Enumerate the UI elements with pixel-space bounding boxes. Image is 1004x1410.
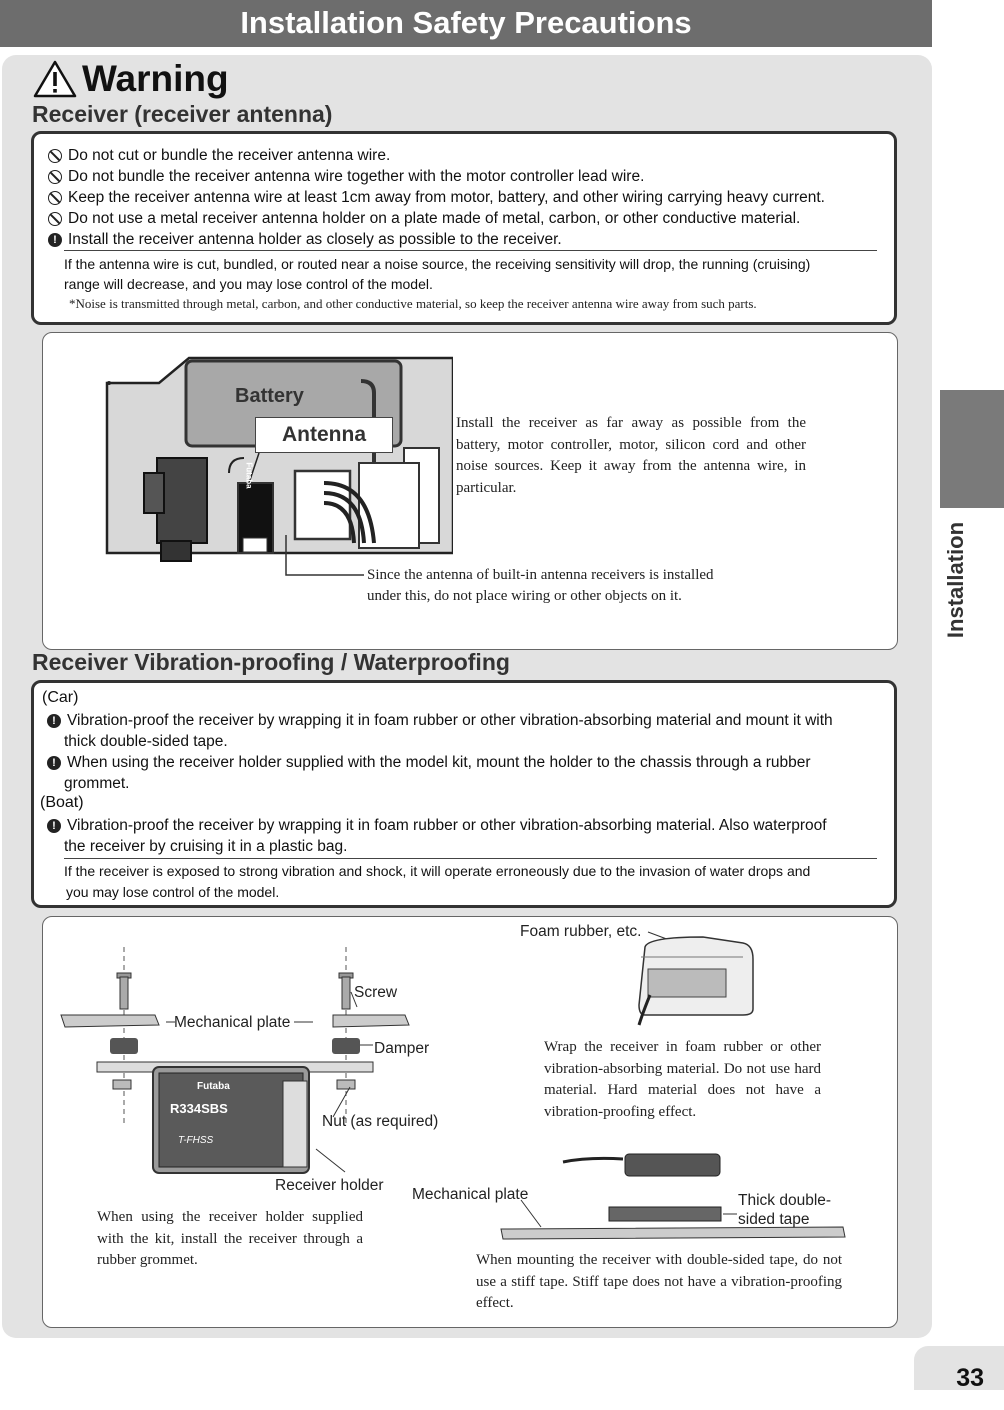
antenna-note-2: range will decrease, and you may lose control of the model. (64, 276, 433, 292)
warning-triangle-icon (32, 59, 78, 99)
vibration-note-1: If the receiver is exposed to strong vibration and shock, it will operate erroneously due to the invasion of water drops and (64, 863, 811, 879)
item-text: Install the receiver antenna holder as closely as possible to the receiver. (68, 230, 562, 248)
item-text: the receiver by cruising it in a plastic bag. (64, 837, 348, 855)
item-text: Do not use a metal receiver antenna holder on a plate made of metal, carbon, or other conductive material. (68, 209, 801, 227)
receiver-model-text: R334SBS (170, 1101, 228, 1116)
antenna-warning-list (48, 145, 825, 250)
mandatory-icon: ! (47, 756, 61, 770)
list-item (48, 187, 825, 208)
list-item-continued (64, 731, 228, 752)
item-text: grommet. (64, 774, 130, 792)
list-item (47, 815, 827, 836)
list-item (48, 166, 825, 187)
antenna-caption-bottom-1: Since the antenna of built-in antenna receivers is installed (367, 567, 714, 583)
side-tab-label: Installation (943, 521, 968, 639)
item-text: Keep the receiver antenna wire at least 1cm away from motor, battery, and other wiring carrying heavy current. (68, 188, 825, 206)
antenna-footnote: *Noise is transmitted through metal, carbon, and other conductive material, so keep the receiver antenna wire away from such parts. (69, 296, 757, 311)
antenna-note-1: If the antenna wire is cut, bundled, or routed near a noise source, the receiving sensitivity will drop, the running (cruising) (64, 256, 811, 272)
antenna-caption-right: Install the receiver as far away as possible from the battery, motor controller, motor, silicon cord and other noise sources. Keep it away from the antenna wire, in particular. (456, 415, 806, 496)
vibration-note-2: you may lose control of the model. (66, 884, 280, 900)
mandatory-icon: ! (47, 714, 61, 728)
vibration-warning-box (31, 680, 897, 908)
callout-line (284, 533, 364, 578)
list-item-continued (64, 836, 347, 857)
tape-caption: When mounting the receiver with double-sided tape, do not use a stiff tape. Stiff tape does not have a vibration-proofing effect. (476, 1252, 842, 1311)
receiver-brand-text: Futaba (197, 1081, 230, 1092)
list-item (47, 752, 811, 773)
receiver-holder-label: Receiver holder (275, 1177, 384, 1194)
prohibited-icon (48, 170, 62, 184)
list-item (48, 229, 825, 250)
mechanical-plate-label: Mechanical plate (174, 1014, 291, 1031)
vibration-figure-box (42, 916, 898, 1328)
item-text: Vibration-proof the receiver by wrapping it in foam rubber or other vibration-absorbing material. Also waterproof (67, 816, 827, 834)
item-text: thick double-sided tape. (64, 732, 228, 750)
antenna-label: Antenna (255, 417, 393, 453)
warning-heading (32, 58, 229, 100)
foam-caption: Wrap the receiver in foam rubber or other vibration-absorbing material. Do not use hard material. Hard material does not have a vibration-proofing effect. (544, 1039, 821, 1120)
antenna-figure-box (42, 332, 898, 650)
tape-label-2: sided tape (738, 1211, 810, 1228)
page-number: 33 (914, 1346, 1004, 1390)
section-title-receiver-antenna: Receiver (receiver antenna) (32, 101, 333, 127)
divider (64, 858, 877, 859)
antenna-warning-box (31, 131, 897, 325)
item-text: Do not cut or bundle the receiver antenna wire. (68, 146, 391, 164)
prohibited-icon (48, 149, 62, 163)
side-tab (940, 390, 1004, 508)
damper-label: Damper (374, 1040, 430, 1057)
prohibited-icon (48, 191, 62, 205)
boat-label: (Boat) (40, 794, 84, 811)
list-item (48, 208, 825, 229)
warning-title: Warning (82, 58, 229, 99)
screw-label: Screw (354, 984, 398, 1001)
car-label: (Car) (42, 689, 79, 706)
holder-caption: When using the receiver holder supplied with the kit, install the receiver through a rubber grommet. (97, 1209, 363, 1268)
list-item (47, 710, 833, 731)
receiver-sub-text: T-FHSS (178, 1135, 214, 1146)
list-item-continued (64, 773, 129, 794)
item-text: Vibration-proof the receiver by wrapping it in foam rubber or other vibration-absorbing material and mount it with (67, 711, 833, 729)
page-header: Installation Safety Precautions (0, 0, 932, 47)
nut-label: Nut (as required) (322, 1113, 439, 1130)
item-text: Do not bundle the receiver antenna wire together with the motor controller lead wire. (68, 167, 645, 185)
receiver-brand-text: Futaba (244, 462, 254, 489)
divider (64, 250, 877, 251)
tape-label-1: Thick double- (738, 1192, 832, 1209)
battery-label: Battery (235, 385, 304, 407)
item-text: When using the receiver holder supplied with the model kit, mount the holder to the chassis through a rubber (67, 753, 811, 771)
foam-label: Foam rubber, etc. (520, 923, 642, 940)
mechanical-plate-label-2: Mechanical plate (412, 1186, 529, 1203)
prohibited-icon (48, 212, 62, 226)
antenna-caption-bottom-2: under this, do not place wiring or other objects on it. (367, 588, 682, 604)
mandatory-icon: ! (48, 233, 62, 247)
section-title-vibration: Receiver Vibration-proofing / Waterproofing (32, 649, 510, 675)
mandatory-icon: ! (47, 819, 61, 833)
list-item (48, 145, 825, 166)
